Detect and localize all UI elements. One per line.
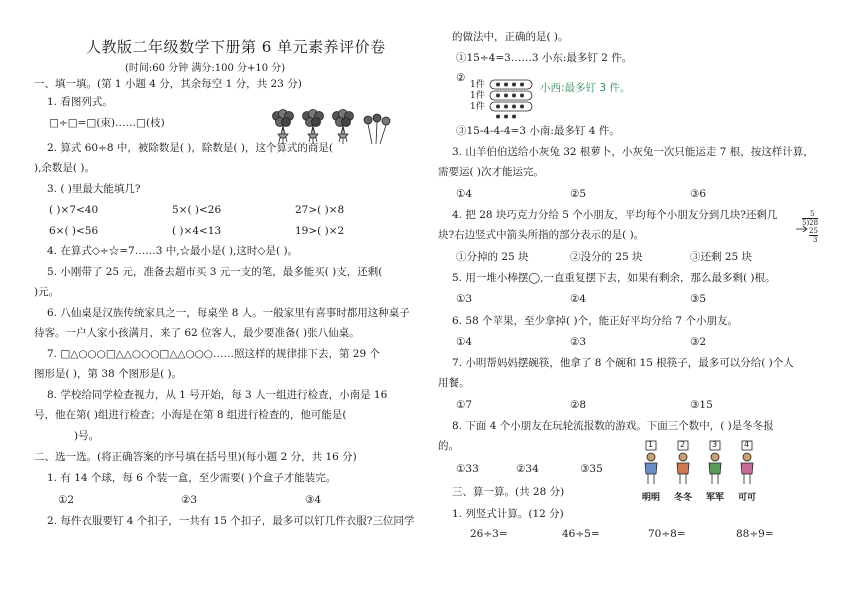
choice-8-text-2: 的。 bbox=[438, 440, 459, 452]
q7-text-2: 图形是( )，第 38 个图形是( )。 bbox=[34, 368, 183, 380]
choice-1-option-1: ①2 bbox=[58, 494, 75, 506]
choice-7-text-2: 用餐。 bbox=[438, 377, 470, 389]
choice-2-text: 2. 每件衣服要钉 4 个扣子，一共有 15 个扣子，最多可以钉几件衣服?三位同学 bbox=[47, 515, 415, 527]
calc-item-1: 26÷3= bbox=[470, 528, 508, 540]
q3-item-1: ( )×7<40 bbox=[49, 204, 99, 216]
q1-equation: □÷□=□(束)……□(枝) bbox=[49, 117, 165, 129]
choice-6-text: 6. 58 个苹果，至少拿掉( )个，能正好平均分给 7 个小朋友。 bbox=[452, 315, 738, 327]
q6-text-1: 6. 八仙桌是汉族传统家具之一，每桌坐 8 人。一般家里有喜事时都用这种桌子 bbox=[47, 307, 410, 319]
division-quotient: 5 bbox=[810, 210, 815, 218]
bouquet-3 bbox=[333, 110, 354, 145]
calc-1-text: 1. 列竖式计算。(12 分) bbox=[452, 508, 564, 520]
q5-text-1: 5. 小刚带了 25 元，准备去超市买 3 元一支的笔，最多能买( )支，还剩( bbox=[47, 266, 383, 278]
section-1-heading: 一、填一填。(第 1 小题 4 分，其余每空 1 分，共 23 分) bbox=[34, 78, 302, 90]
q5-text-2: )元。 bbox=[34, 286, 60, 298]
q1-text: 1. 看图列式。 bbox=[47, 96, 113, 108]
choice-2-option-1: ①15÷4=3……3 小东:最多钉 2 件。 bbox=[456, 52, 633, 64]
q3-item-4: 6×( )<56 bbox=[49, 225, 99, 237]
q8-text-2: 号，他在第( )组进行检查；小海是在第 8 组进行检查的，他可能是( bbox=[34, 409, 347, 421]
choice-8-text-1: 8. 下面 4 个小朋友在玩轮流报数的游戏。下面三个数中，( )是冬冬报 bbox=[452, 420, 774, 432]
choice-1-text: 1. 有 14 个球，每 6 个装一盒，至少需要( )个盒子才能装完。 bbox=[47, 472, 337, 484]
choice-6-option-1: ①4 bbox=[456, 336, 473, 348]
q4-text: 4. 在算式◇÷☆=7……3 中,☆最小是( ),这时◇是( )。 bbox=[47, 245, 299, 257]
choice-5-text: 5. 用一堆小棒摆◯,一直重复摆下去，如果有剩余，那么最多剩( )根。 bbox=[452, 272, 776, 284]
handwritten-note-xiaoxi: 小西:最多钉 3 件。 bbox=[540, 82, 631, 94]
kid-2-name: 冬冬 bbox=[674, 493, 693, 503]
choice-5-option-1: ①3 bbox=[456, 293, 473, 305]
choice-4-option-2: ②没分的 25 块 bbox=[570, 251, 643, 263]
page-subtitle: (时间:60 分钟 满分:100 分+10 分) bbox=[125, 63, 286, 74]
choice-3-option-1: ①4 bbox=[456, 188, 473, 200]
q3-item-5: ( )×4<13 bbox=[172, 225, 222, 237]
choice-2-option-2-label: ② bbox=[456, 72, 466, 84]
choice-4-text-1: 4. 把 28 块巧克力分给 5 个小朋友，平均每个小朋友分到几块?还剩几 bbox=[452, 209, 778, 221]
choice-8-option-1: ①33 bbox=[456, 463, 479, 475]
grouping-row-label-3: 1件 bbox=[470, 102, 485, 112]
division-dividend: 5)28 bbox=[802, 219, 819, 227]
choice-1-option-2: ②3 bbox=[181, 494, 198, 506]
calc-item-4: 88÷9= bbox=[736, 528, 774, 540]
q3-text: 3. ( )里最大能填几? bbox=[47, 183, 141, 195]
choice-7-text-1: 7. 小明帮妈妈摆碗筷，他拿了 8 个碗和 15 根筷子，最多可以分给( )个人 bbox=[452, 357, 794, 369]
calc-item-2: 46÷5= bbox=[562, 528, 600, 540]
division-remainder: 3 bbox=[813, 236, 818, 244]
q8-text-3: )号。 bbox=[74, 430, 100, 442]
kid-1-name: 明明 bbox=[642, 493, 661, 503]
choice-4-option-3: ③还剩 25 块 bbox=[690, 251, 753, 263]
choice-7-option-2: ②8 bbox=[570, 399, 587, 411]
kid-4-number: 4 bbox=[744, 440, 750, 449]
kid-3-number: 3 bbox=[712, 440, 718, 449]
choice-3-text-1: 3. 山羊伯伯送给小灰兔 32 根萝卜，小灰兔一次只能运走 7 根，按这样计算， bbox=[452, 146, 814, 158]
kid-2-number: 2 bbox=[680, 440, 686, 449]
q3-item-6: 19>( )×2 bbox=[295, 225, 345, 237]
bouquet-2 bbox=[303, 110, 324, 145]
grouping-row-label-2: 1件 bbox=[470, 91, 485, 101]
choice-3-option-3: ③6 bbox=[690, 188, 707, 200]
choice-4-option-1: ①分掉的 25 块 bbox=[456, 251, 529, 263]
calc-item-3: 70÷8= bbox=[648, 528, 686, 540]
choice-7-option-1: ①7 bbox=[456, 399, 473, 411]
kid-3-name: 军军 bbox=[706, 493, 725, 503]
division-product: 25 bbox=[809, 227, 818, 235]
kids-figures bbox=[640, 440, 770, 490]
grouping-row-label-1: 1件 bbox=[470, 80, 485, 90]
q7-text-1: 7. □△○○○□△△○○○□△△○○○……照这样的规律排下去，第 29 个 bbox=[47, 348, 380, 360]
choice-3-option-2: ②5 bbox=[570, 188, 587, 200]
choice-2-continued: 的做法中，正确的是( )。 bbox=[452, 31, 569, 43]
choice-6-option-3: ③2 bbox=[690, 336, 707, 348]
q8-text-1: 8. 学校给同学检查视力，从 1 号开始，每 3 人一组进行检查，小南是 16 bbox=[47, 389, 388, 401]
choice-3-text-2: 需要运( )次才能运完。 bbox=[438, 166, 545, 178]
choice-2-option-3: ③15-4-4-4=3 小南:最多钉 4 件。 bbox=[456, 125, 620, 137]
q2-text-1: 2. 算式 60÷8 中，被除数是( )，除数是( )，这个算式的商是( bbox=[47, 142, 334, 154]
q6-text-2: 待客。一户人家小孩满月，来了 62 位客人，最少要准备( )张八仙桌。 bbox=[34, 327, 360, 339]
kid-1-number: 1 bbox=[648, 440, 654, 449]
section-2-heading: 二、选一选。(将正确答案的序号填在括号里)(每小题 2 分，共 16 分) bbox=[34, 451, 357, 463]
bouquet-1 bbox=[273, 110, 294, 145]
page-title: 人教版二年级数学下册第 6 单元素养评价卷 bbox=[86, 38, 386, 56]
kids-counting-illustration bbox=[640, 440, 770, 502]
section-3-heading: 三、算一算。(共 28 分) bbox=[452, 486, 565, 498]
choice-1-option-3: ③4 bbox=[305, 494, 322, 506]
arrow-icon bbox=[796, 224, 808, 234]
q2-text-2: ),余数是( )。 bbox=[34, 162, 95, 174]
loose-flowers bbox=[364, 114, 390, 144]
q3-item-3: 27>( )×8 bbox=[295, 204, 345, 216]
kid-4-name: 可可 bbox=[738, 493, 757, 503]
button-grouping-diagram bbox=[488, 78, 536, 120]
q3-item-2: 5×( )<26 bbox=[172, 204, 222, 216]
choice-5-option-2: ②4 bbox=[570, 293, 587, 305]
choice-4-text-2: 块?右边竖式中箭头所指的部分表示的是( )。 bbox=[438, 229, 645, 241]
long-division-figure bbox=[796, 210, 830, 246]
choice-8-option-2: ②34 bbox=[516, 463, 539, 475]
choice-6-option-2: ②3 bbox=[570, 336, 587, 348]
choice-5-option-3: ③5 bbox=[690, 293, 707, 305]
choice-8-option-3: ③35 bbox=[580, 463, 603, 475]
choice-7-option-3: ③15 bbox=[690, 399, 713, 411]
